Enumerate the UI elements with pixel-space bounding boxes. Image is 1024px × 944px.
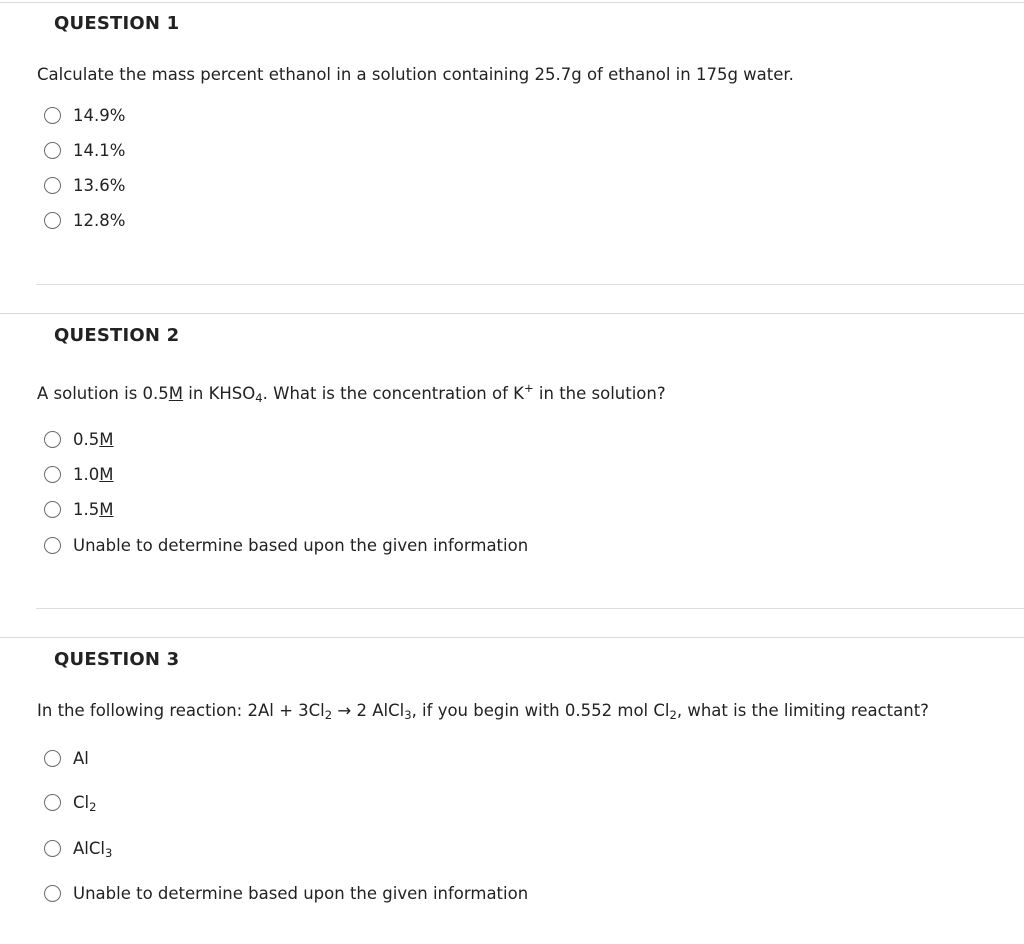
radio-button-icon[interactable] <box>44 794 61 811</box>
question-1-title: QUESTION 1 <box>54 13 180 34</box>
radio-button-icon[interactable] <box>44 177 61 194</box>
q3-option-1-label: Al <box>73 749 89 768</box>
formula-base: Cl <box>73 793 90 812</box>
reaction-arrow: → <box>332 701 357 720</box>
q1-option-2-label: 14.1% <box>73 141 126 160</box>
subscript: 2 <box>324 708 333 722</box>
q3-option-4-label: Unable to determine based upon the given information <box>73 884 529 903</box>
question-3-text <box>37 701 929 720</box>
subscript: 4 <box>255 391 263 405</box>
subscript: 2 <box>89 800 97 814</box>
molarity-unit: M <box>99 465 114 484</box>
radio-button-icon[interactable] <box>44 431 61 448</box>
q2-option-3[interactable] <box>44 500 114 519</box>
q3-option-3-label <box>73 839 112 858</box>
q2-option-3-label <box>73 500 114 519</box>
radio-button-icon[interactable] <box>44 466 61 483</box>
q3-text-part-b: 2 AlCl <box>356 701 405 720</box>
q1-option-3[interactable] <box>44 176 125 195</box>
radio-button-icon[interactable] <box>44 840 61 857</box>
q3-option-3[interactable] <box>44 839 112 858</box>
q1-option-3-label: 13.6% <box>73 176 126 195</box>
q3-text-part-d: , what is the limiting reactant? <box>676 701 929 720</box>
q1-option-2[interactable] <box>44 141 125 160</box>
radio-button-icon[interactable] <box>44 537 61 554</box>
q1-option-4-label: 12.8% <box>73 211 126 230</box>
q2-option-4-label: Unable to determine based upon the given information <box>73 536 529 555</box>
question-separator <box>0 637 1024 638</box>
q3-text-part-a: In the following reaction: 2Al + 3Cl <box>37 701 325 720</box>
q2-option-1-label <box>73 430 114 449</box>
radio-button-icon[interactable] <box>44 212 61 229</box>
subscript: 2 <box>669 708 677 722</box>
q3-option-1[interactable] <box>44 749 89 768</box>
superscript: + <box>523 381 534 395</box>
q1-option-4[interactable] <box>44 211 125 230</box>
radio-button-icon[interactable] <box>44 107 61 124</box>
q3-text-part-c: , if you begin with 0.552 mol Cl <box>411 701 670 720</box>
q2-text-part-b: in KHSO <box>183 384 256 403</box>
q3-option-2-label <box>73 793 96 812</box>
q2-text-part-a: A solution is 0.5 <box>37 384 169 403</box>
question-2-bottom-divider <box>36 608 1024 609</box>
q1-option-1[interactable] <box>44 106 125 125</box>
question-1-text: Calculate the mass percent ethanol in a solution containing 25.7g of ethanol in 175g water. <box>37 65 794 84</box>
radio-button-icon[interactable] <box>44 142 61 159</box>
option-value: 1.5 <box>73 500 100 519</box>
q3-option-2[interactable] <box>44 793 96 812</box>
question-2-title: QUESTION 2 <box>54 325 180 346</box>
question-separator <box>0 313 1024 314</box>
question-3-title: QUESTION 3 <box>54 649 180 670</box>
subscript: 3 <box>104 846 113 860</box>
formula-base: AlCl <box>73 839 105 858</box>
subscript: 3 <box>404 708 412 722</box>
radio-button-icon[interactable] <box>44 750 61 767</box>
radio-button-icon[interactable] <box>44 501 61 518</box>
q1-option-1-label: 14.9% <box>73 106 126 125</box>
q2-option-2[interactable] <box>44 465 114 484</box>
molarity-unit: M <box>99 500 114 519</box>
radio-button-icon[interactable] <box>44 885 61 902</box>
question-2-text <box>37 381 666 405</box>
q3-option-4[interactable] <box>44 884 528 903</box>
q2-option-4[interactable] <box>44 536 528 555</box>
molarity-unit: M <box>99 430 114 449</box>
q2-text-part-c: . What is the concentration of K <box>262 384 524 403</box>
q2-text-part-d: in the solution? <box>533 384 666 403</box>
q2-option-1[interactable] <box>44 430 114 449</box>
option-value: 0.5 <box>73 430 100 449</box>
option-value: 1.0 <box>73 465 100 484</box>
question-1-bottom-divider <box>36 284 1024 285</box>
top-divider <box>0 2 1024 3</box>
molarity-unit: M <box>168 384 184 403</box>
q2-option-2-label <box>73 465 114 484</box>
